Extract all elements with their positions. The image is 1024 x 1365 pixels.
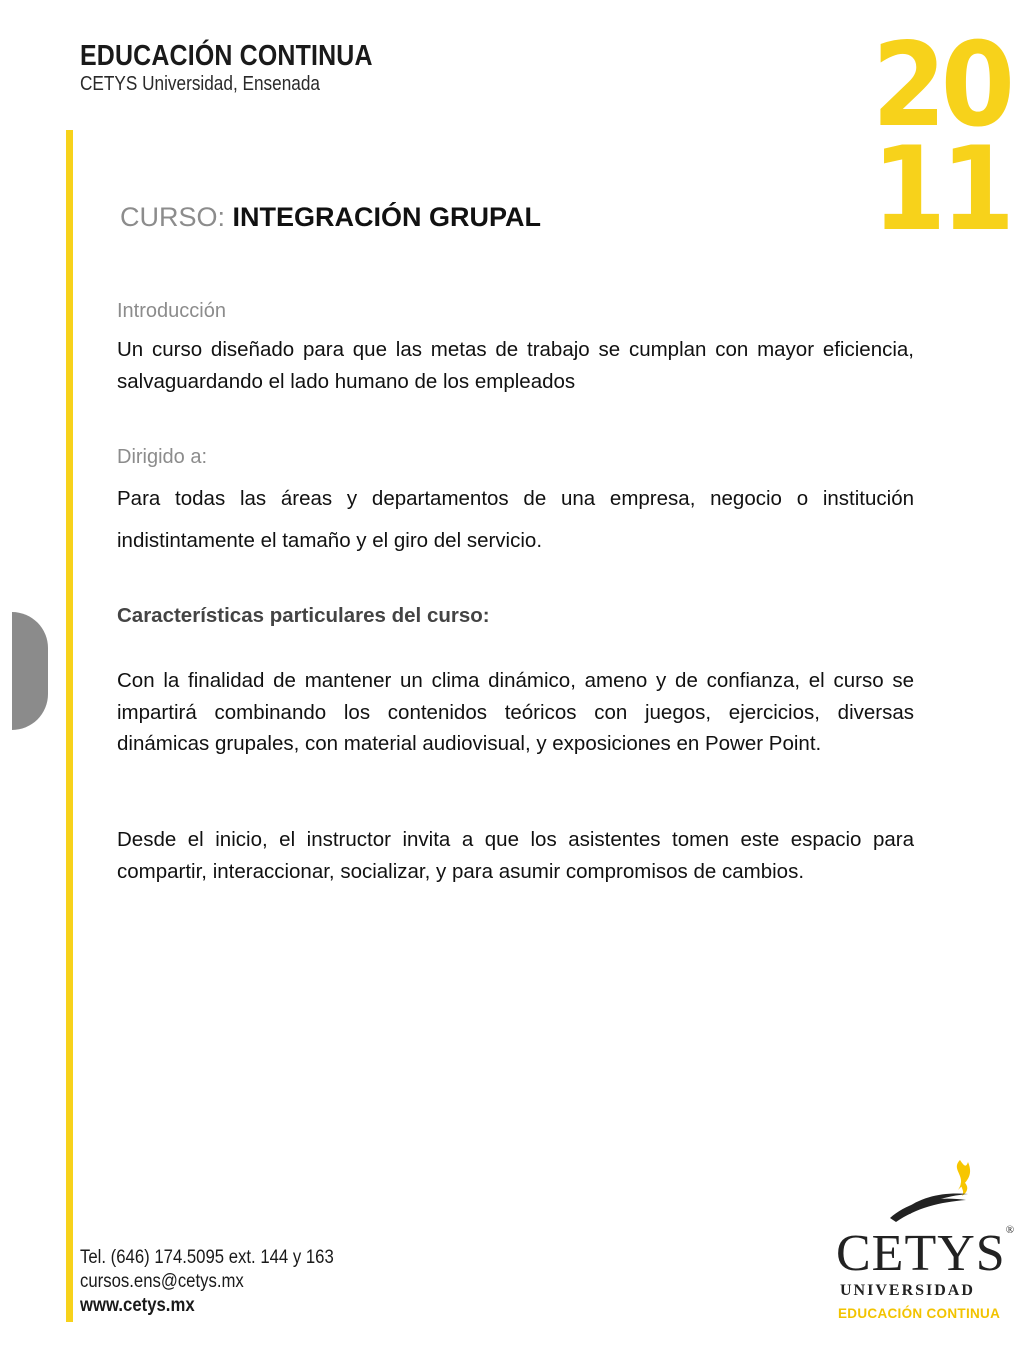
accent-bar (66, 130, 73, 1322)
year-bottom: 11 (872, 122, 1010, 257)
logo-universidad: UNIVERSIDAD (840, 1282, 975, 1299)
footer-website[interactable]: www.cetys.mx (80, 1295, 195, 1316)
intro-label: Introducción (117, 300, 226, 322)
features-paragraph-2: Desde el inicio, el instructor invita a que los asistentes tomen este espacio para compartir, interaccionar, socializar, y para asumir compromisos de cambios. (117, 828, 914, 883)
features-heading: Características particulares del curso: (117, 604, 490, 627)
brand-subtitle: CETYS Universidad, Ensenada (80, 73, 320, 95)
side-tab (12, 612, 48, 730)
contact-footer (80, 1246, 368, 1318)
course-title (120, 202, 541, 233)
course-label: CURSO: (120, 202, 226, 232)
audience-label: Dirigido a: (117, 446, 208, 468)
intro-text: Un curso diseñado para que las metas de trabajo se cumplan con mayor eficiencia, salvaguardando el lado humano de los empleados (117, 338, 914, 393)
features-paragraph-1: Con la finalidad de mantener un clima dinámico, ameno y de confianza, el curso se impartirá combinando los contenidos teóricos con juegos, ejercicios, diversas dinámicas grupales, con material audiovisual, y exposiciones en Power Point. (117, 669, 914, 755)
footer-phone: Tel. (646) 174.5095 ext. 144 y 163 (80, 1247, 334, 1268)
torch-flame-icon (870, 1156, 980, 1226)
logo-educacion-continua: EDUCACIÓN CONTINUA (838, 1306, 1001, 1321)
year-top: 20 (872, 18, 1010, 153)
year-graphic (872, 18, 1010, 257)
cetys-logo (830, 1156, 1016, 1326)
course-name: INTEGRACIÓN GRUPAL (232, 202, 542, 232)
logo-wordmark: CETYS® (836, 1224, 1016, 1282)
audience-text: Para todas las áreas y departamentos de una empresa, negocio o institución indistintamente el tamaño y el giro del servicio. (117, 487, 914, 552)
brand-title: EDUCACIÓN CONTINUA (80, 40, 373, 72)
footer-email[interactable]: cursos.ens@cetys.mx (80, 1271, 244, 1292)
header (80, 40, 420, 96)
